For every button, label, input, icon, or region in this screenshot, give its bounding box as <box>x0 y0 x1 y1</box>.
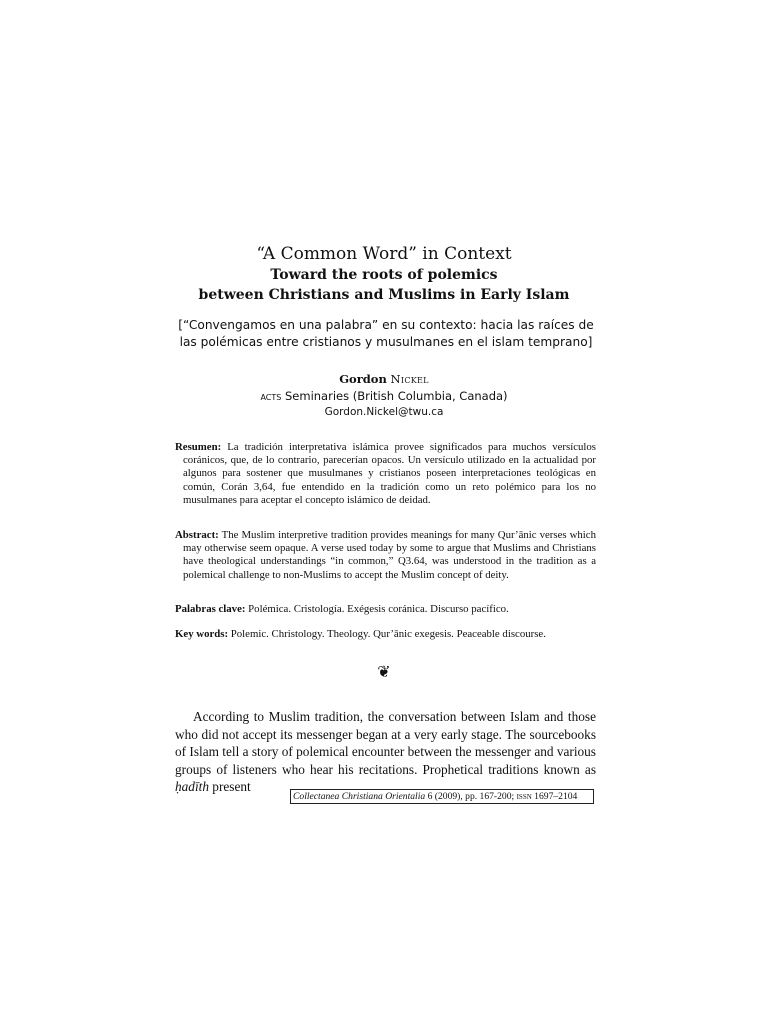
keywords-english <box>175 628 596 641</box>
journal-details: 6 (2009), pp. 167-200; <box>425 791 517 802</box>
resumen-text: La tradición interpretativa islámica provee significados para muchos versículos coránicos, que, de lo contrario, parecerían opacos. Un versículo utilizado en la actualidad por algunos para sostener que musulmanes y cristianos poseen interpretaciones teológicas en común, Corán 3,64, fue entendido en la tradición como un reto polémico para los no musulmanes para aceptar el concepto islámico de deidad. <box>183 441 596 506</box>
abstract-paragraph <box>175 529 596 582</box>
keywords-english-label: Key words: <box>175 628 229 640</box>
author-first-name: Gordon <box>339 372 387 386</box>
affiliation-acronym: acts <box>260 389 282 403</box>
body-text-end: present <box>208 779 251 795</box>
abstract-label: Abstract: <box>175 529 219 541</box>
author-name <box>0 371 768 388</box>
author-affiliation <box>0 388 768 404</box>
keywords-english-text: Polemic. Christology. Theology. Qur’ānic exegesis. Peaceable discourse. <box>228 628 546 640</box>
journal-citation <box>290 789 594 804</box>
keywords-spanish-text: Polémica. Cristología. Exégesis coránica. Discurso pacífico. <box>245 603 509 615</box>
abstract-text: The Muslim interpretive tradition provides meanings for many Qur’ānic verses which may otherwise seem opaque. A verse used today by some to argue that Muslims and Christians have theological understandings “in common,” Q3.64, was understood in the tradition as a polemical challenge to non-Muslims to accept the Muslim concept of deity. <box>183 529 596 581</box>
issn-number: 1697–2104 <box>531 791 578 802</box>
body-italic-term: ḥadīth <box>175 779 209 795</box>
resumen-label: Resumen: <box>175 441 222 453</box>
resumen-paragraph <box>175 441 596 507</box>
paper-subtitle-line1: Toward the roots of polemics <box>270 267 498 283</box>
keywords-spanish <box>175 603 596 616</box>
author-email: Gordon.Nickel@twu.ca <box>324 406 444 418</box>
paper-subtitle-line2: between Christians and Muslims in Early Islam <box>198 287 570 303</box>
paper-title: “A Common Word” in Context <box>256 244 512 264</box>
issn-label: issn <box>516 791 532 802</box>
affiliation-name: Seminaries (British Columbia, Canada) <box>281 389 508 403</box>
body-text-start: According to Muslim tradition, the conversation between Islam and those who did not accept its messenger began at a very early stage. The sourcebooks of Islam tell a story of polemical encounter between the messenger and various groups of listeners who hear his recitations. Prophetical traditions known as <box>175 709 596 777</box>
body-paragraph <box>175 708 596 796</box>
section-ornament-icon: ❦ <box>377 662 391 681</box>
author-last-name: Nickel <box>390 372 429 386</box>
keywords-spanish-label: Palabras clave: <box>175 603 246 615</box>
spanish-title: [“Convengamos en una palabra” en su contexto: hacia las raíces de las polémicas entre cristianos y musulmanes en el islam temprano] <box>178 318 594 349</box>
journal-name: Collectanea Christiana Orientalia <box>293 791 426 802</box>
